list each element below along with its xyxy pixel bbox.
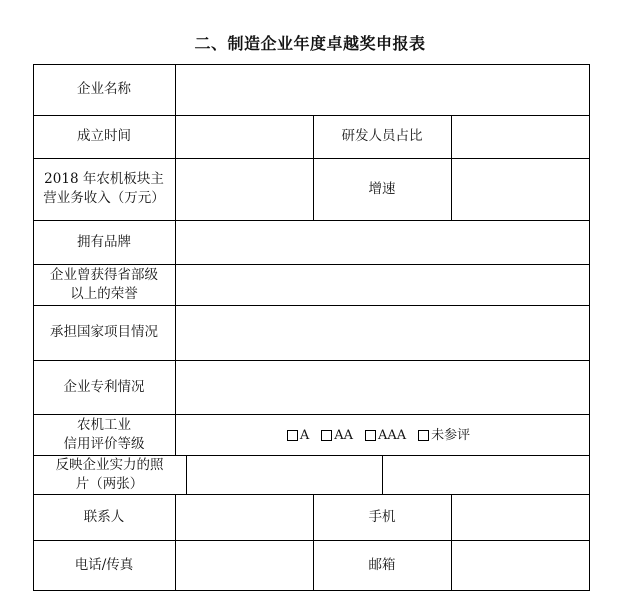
checkbox-icon xyxy=(418,430,429,441)
label-honors-line2: 以上的荣誉 xyxy=(70,285,138,302)
field-founding-time[interactable] xyxy=(176,116,313,158)
credit-option-label: AA xyxy=(334,427,353,443)
form-title: 二、制造企业年度卓越奖申报表 xyxy=(194,34,426,53)
label-credit-line1: 农机工业 xyxy=(77,416,131,433)
credit-option-a[interactable] xyxy=(287,426,309,445)
label-brands: 拥有品牌 xyxy=(77,233,131,250)
field-brands[interactable] xyxy=(176,221,589,264)
field-contact[interactable] xyxy=(176,495,313,540)
credit-option-label: AAA xyxy=(377,427,407,443)
checkbox-icon xyxy=(365,430,376,441)
field-company-name[interactable] xyxy=(176,65,589,115)
label-rd-ratio: 研发人员占比 xyxy=(341,128,423,144)
checkbox-icon xyxy=(287,430,298,441)
label-contact: 联系人 xyxy=(83,508,125,525)
credit-rating-options xyxy=(176,415,589,455)
field-national-projects[interactable] xyxy=(176,306,589,360)
label-national-projects: 承担国家项目情况 xyxy=(50,324,158,340)
label-phone-fax: 电话/传真 xyxy=(74,556,134,573)
label-company-name: 企业名称 xyxy=(77,81,131,97)
credit-option-not-rated[interactable] xyxy=(418,426,470,445)
label-photos-line2: 片（两张） xyxy=(75,475,144,492)
field-mobile[interactable] xyxy=(452,495,589,540)
field-phone-fax[interactable] xyxy=(176,541,313,590)
field-patents[interactable] xyxy=(176,361,589,414)
credit-option-label: 未参评 xyxy=(431,427,471,443)
checkbox-icon xyxy=(321,430,332,441)
field-photo-2[interactable] xyxy=(383,456,589,494)
field-rd-ratio[interactable] xyxy=(452,116,589,158)
label-mobile: 手机 xyxy=(368,508,396,525)
label-revenue-line2: 营业务收入（万元） xyxy=(43,190,165,206)
label-founding-time: 成立时间 xyxy=(77,128,131,144)
field-revenue[interactable] xyxy=(176,159,313,220)
label-photos xyxy=(33,455,186,494)
label-revenue-line1: 2018 年农机板块主 xyxy=(44,171,164,187)
field-honors[interactable] xyxy=(176,265,589,305)
label-credit-line2: 信用评价等级 xyxy=(63,435,145,452)
label-revenue xyxy=(33,158,175,220)
label-growth: 增速 xyxy=(368,180,396,197)
field-email[interactable] xyxy=(452,541,589,590)
field-growth[interactable] xyxy=(452,159,589,220)
label-credit-rating xyxy=(33,414,175,455)
credit-option-label: A xyxy=(299,427,310,443)
label-patents: 企业专利情况 xyxy=(63,378,145,395)
field-photo-1[interactable] xyxy=(187,456,382,494)
label-honors-line1: 企业曾获得省部级 xyxy=(50,266,158,283)
label-email: 邮箱 xyxy=(368,556,396,573)
credit-option-aaa[interactable] xyxy=(365,426,406,445)
label-photos-line1: 反映企业实力的照 xyxy=(55,456,164,473)
label-honors xyxy=(33,264,175,305)
credit-option-aa[interactable] xyxy=(321,426,353,445)
